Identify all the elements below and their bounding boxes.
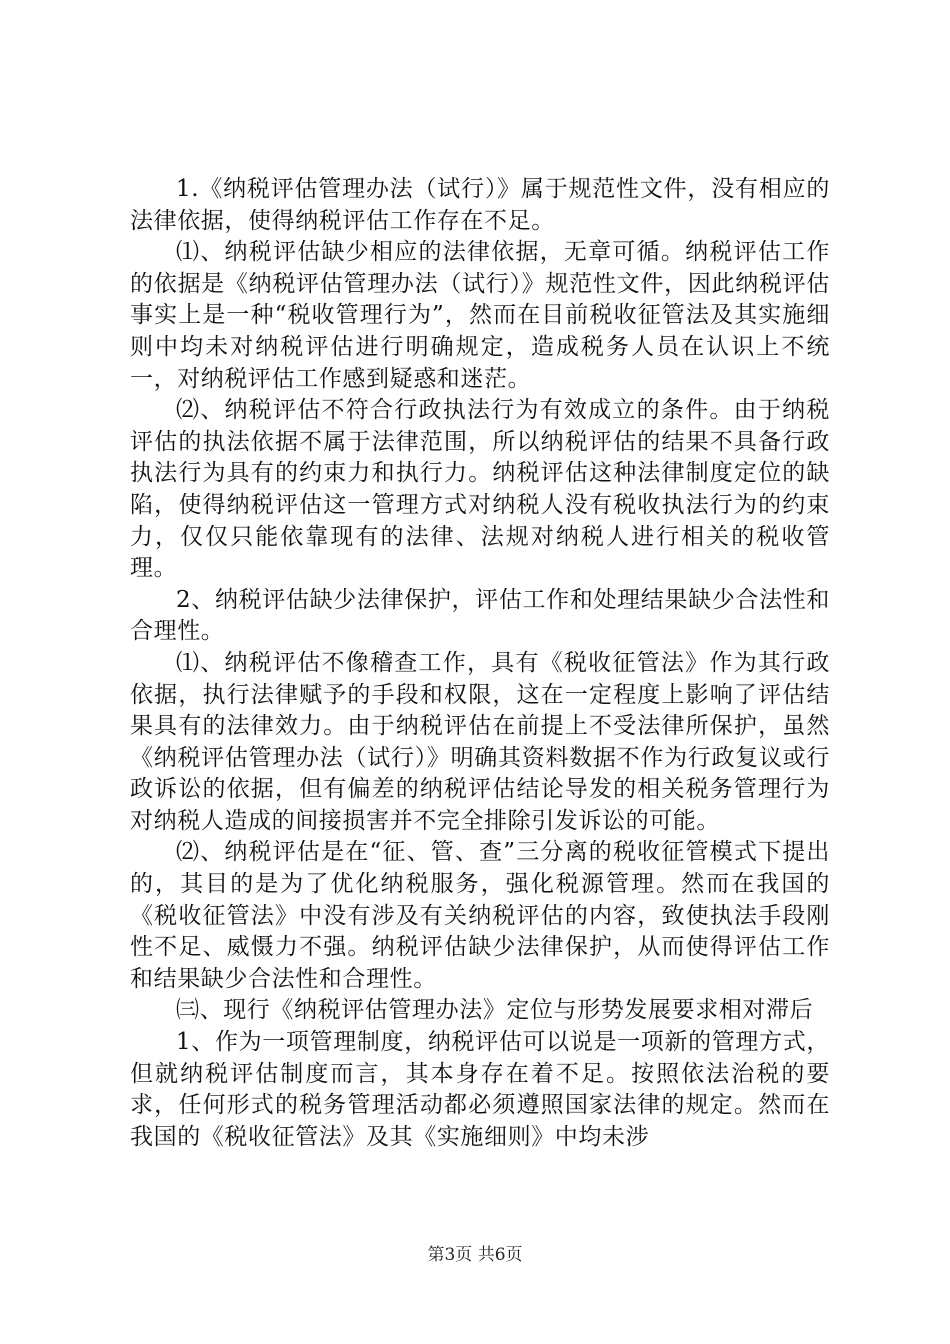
paragraph-3: ⑵、纳税评估不符合行政执法行为有效成立的条件。由于纳税评估的执法依据不属于法律范围，所以纳税评估的结果不具备行政执法行为具有的约束力和执行力。纳税评估这种法律制度定位的缺陷，使得纳税评估这一管理方式对纳税人没有税收执法行为的约束力，仅仅只能依靠现有的法律、法规对纳税人进行相关的税收管理。 <box>130 397 830 582</box>
paragraph-6: ⑵、纳税评估是在“征、管、查”三分离的税收征管模式下提出的，其目的是为了优化纳税服务，强化税源管理。然而在我国的《税收征管法》中没有涉及有关纳税评估的内容，致使执法手段刚性不足、威慑力不强。纳税评估缺少法律保护，从而使得评估工作和结果缺少合法性和合理性。 <box>130 839 830 992</box>
paragraph-5: ⑴、纳税评估不像稽查工作，具有《税收征管法》作为其行政依据，执行法律赋予的手段和权限，这在一定程度上影响了评估结果具有的法律效力。由于纳税评估在前提上不受法律所保护，虽然《纳税评估管理办法（试行）》明确其资料数据不作为行政复议或行政诉讼的依据，但有偏差的纳税评估结论导发的相关税务管理行为对纳税人造成的间接损害并不完全排除引发诉讼的可能。 <box>130 649 830 834</box>
paragraph-7: ㈢、现行《纳税评估管理办法》定位与形势发展要求相对滞后 <box>176 997 814 1024</box>
paragraph-4: 2、纳税评估缺少法律保护，评估工作和处理结果缺少合法性和合理性。 <box>130 586 830 645</box>
paragraph-1: 1.《纳税评估管理办法（试行）》属于规范性文件，没有相应的法律依据，使得纳税评估工作存在不足。 <box>130 176 830 234</box>
paragraph-8: 1、作为一项管理制度，纳税评估可以说是一项新的管理方式，但就纳税评估制度而言，其本身存在着不足。按照依法治税的要求，任何形式的税务管理活动都必须遵照国家法律的规定。然而在我国的《税收征管法》及其《实施细则》中均未涉 <box>130 1029 830 1150</box>
document-body <box>130 174 830 1153</box>
paragraph-2: ⑴、纳税评估缺少相应的法律依据，无章可循。纳税评估工作的依据是《纳税评估管理办法（试行）》规范性文件，因此纳税评估事实上是一种“税收管理行为”，然而在目前税收征管法及其实施细则中均未对纳税评估进行明确规定，造成税务人员在认识上不统一，对纳税评估工作感到疑惑和迷茫。 <box>130 239 830 392</box>
page-number-footer: 第3页 共6页 <box>427 1245 523 1265</box>
